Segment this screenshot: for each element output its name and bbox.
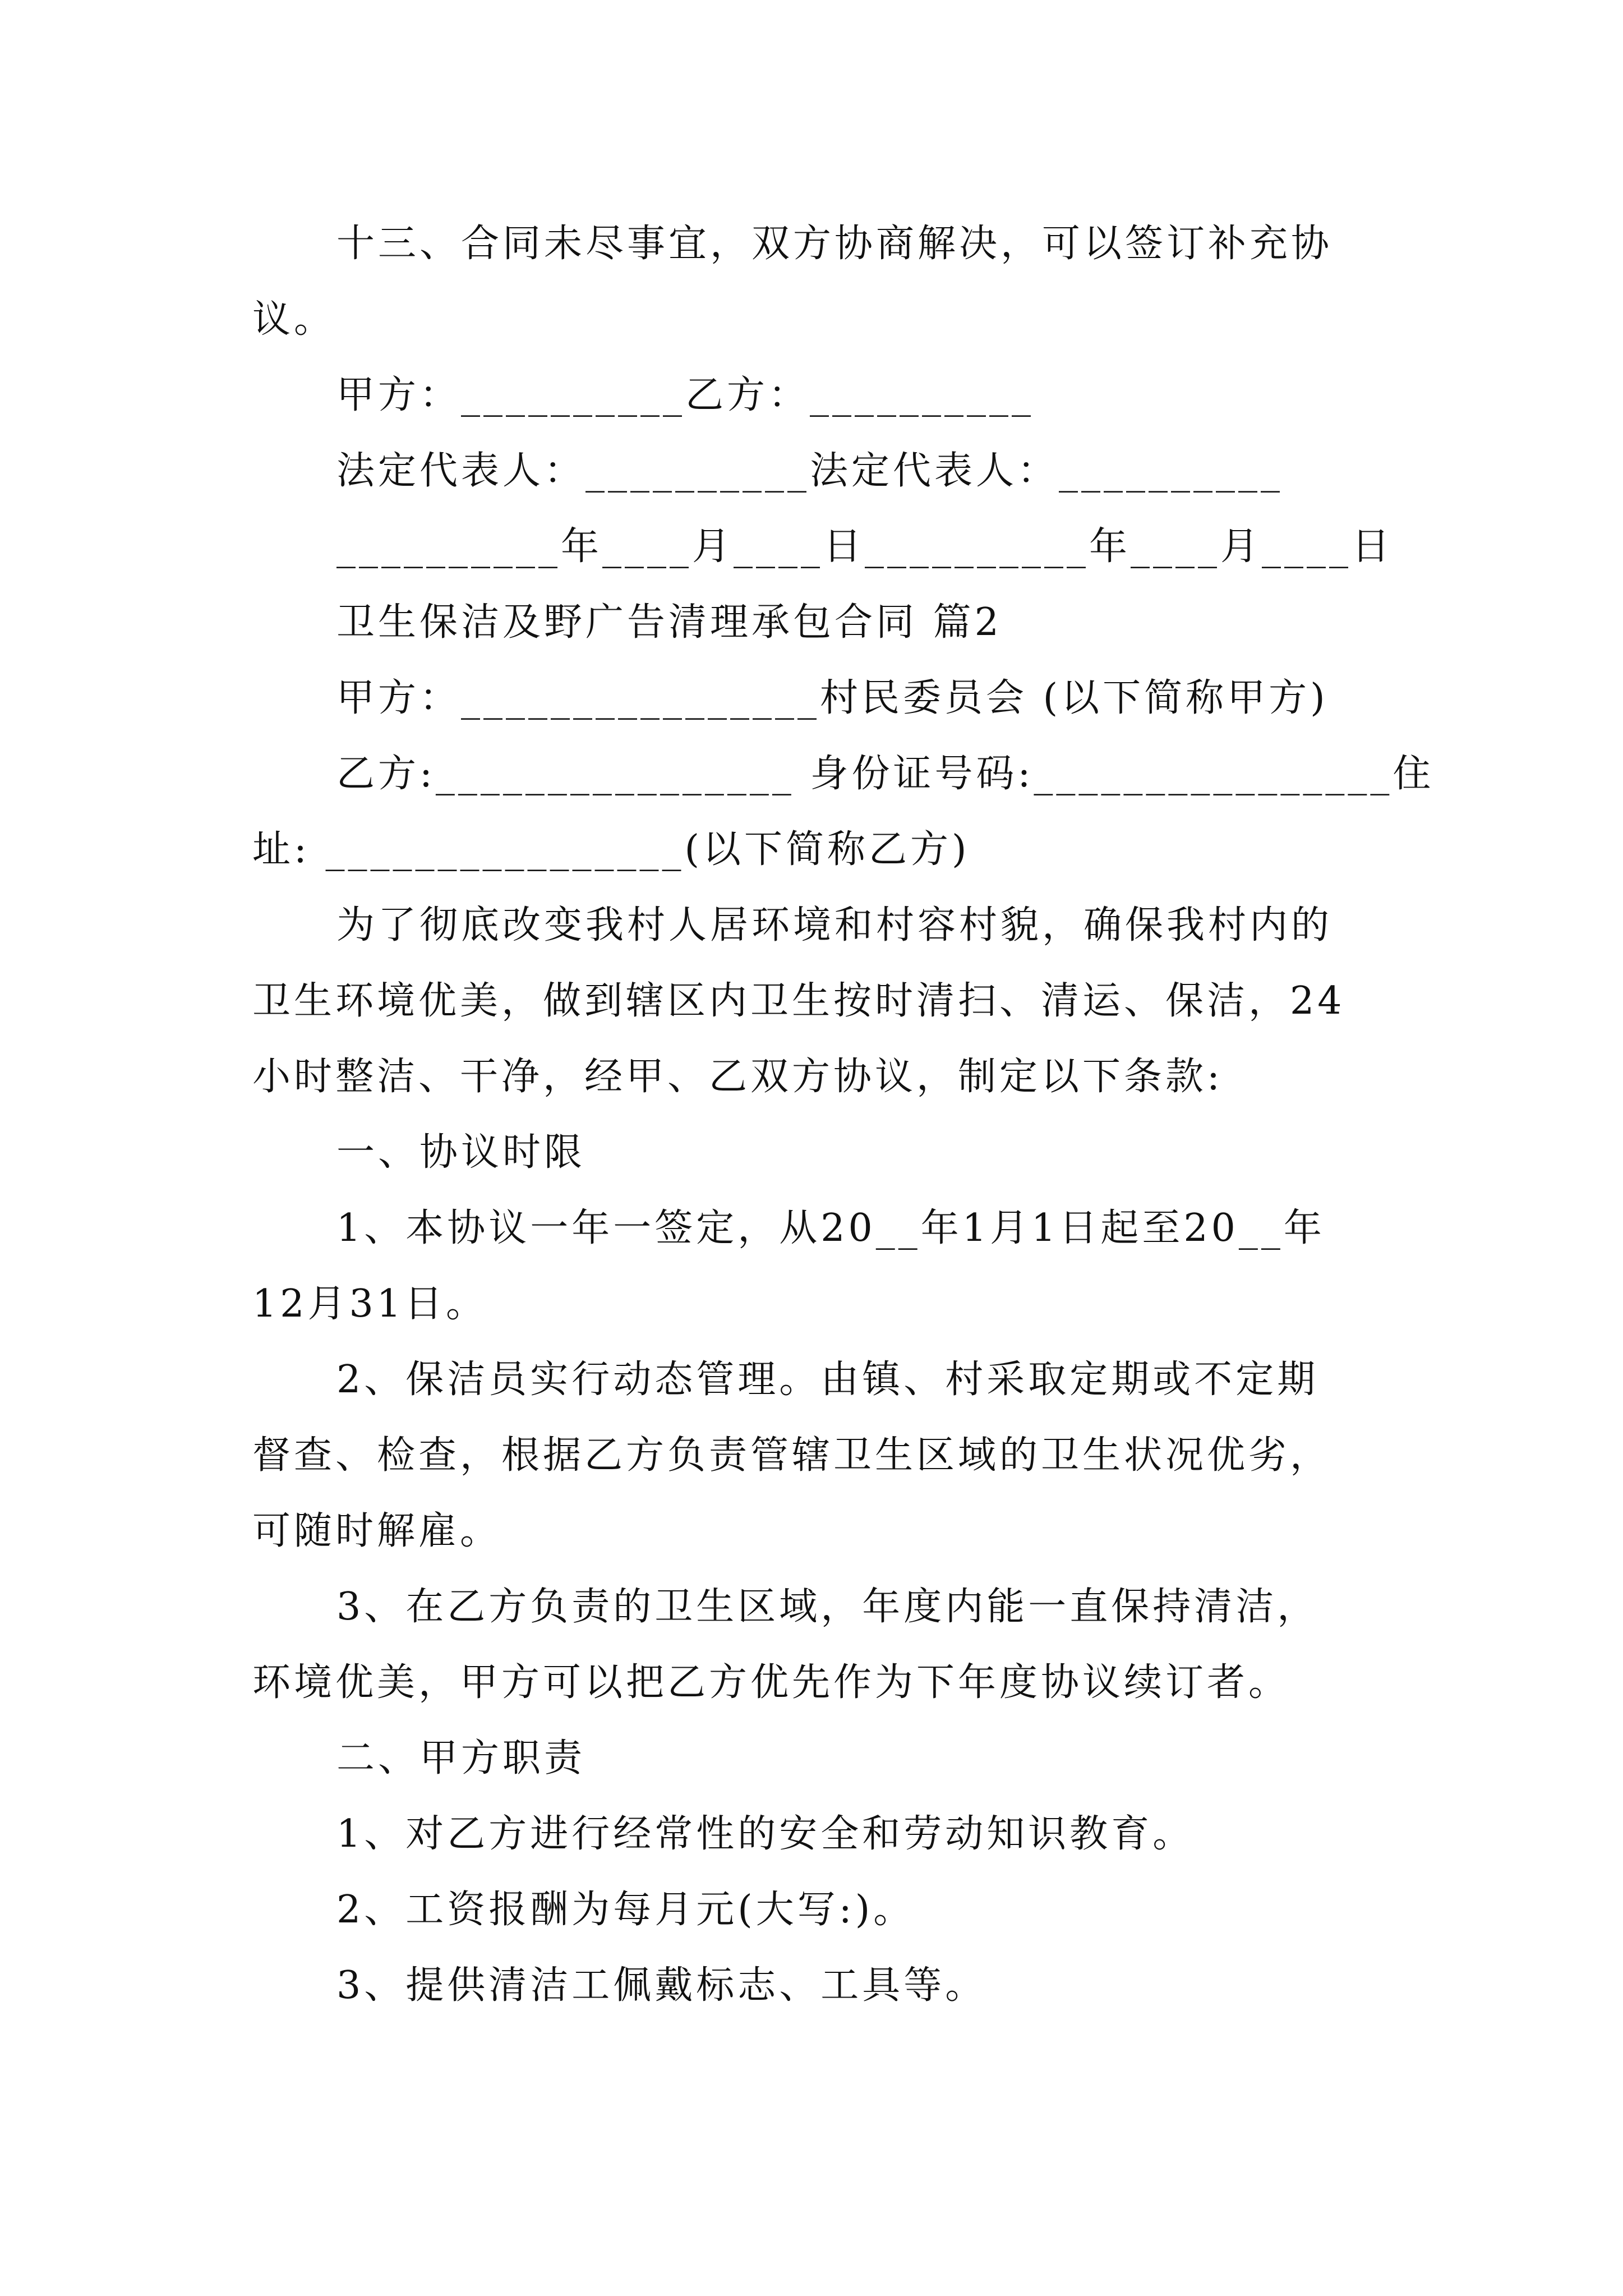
term-item-2-line-3: 可随时解雇。	[252, 1509, 502, 1553]
clause-13-line-1: 十三、合同未尽事宜，双方协商解决，可以签订补充协	[336, 222, 1333, 266]
term-item-1-line-1: 1、本协议一年一签定，从20__年1月1日起至20__年	[336, 1206, 1325, 1250]
term-item-2-line-1: 2、保洁员实行动态管理。由镇、村采取定期或不定期	[336, 1358, 1319, 1402]
preamble-line-2: 卫生环境优美，做到辖区内卫生按时清扫、清运、保洁，24	[252, 979, 1345, 1023]
duty-item-3: 3、提供清洁工佩戴标志、工具等。	[336, 1963, 987, 2008]
term-item-1-line-2: 12月31日。	[252, 1282, 488, 1326]
duty-item-2: 2、工资报酬为每月元(大写:)。	[336, 1888, 915, 1932]
duty-item-1: 1、对乙方进行经常性的安全和劳动知识教育。	[336, 1812, 1195, 1856]
party-b-line: 乙方:________________ 身份证号码:________________住	[336, 752, 1435, 796]
heading-agreement-term: 一、协议时限	[336, 1130, 586, 1175]
signature-date-line: __________年____月____日__________年____月____日	[336, 524, 1394, 569]
heading-party-a-duties: 二、甲方职责	[336, 1736, 586, 1780]
term-item-3-line-1: 3、在乙方负责的卫生区域，年度内能一直保持清洁，	[336, 1585, 1319, 1629]
signature-parties-line: 甲方：__________乙方：__________	[336, 373, 1035, 417]
preamble-line-3: 小时整洁、干净，经甲、乙双方协议，制定以下条款:	[252, 1055, 1223, 1099]
term-item-2-line-2: 督查、检查，根据乙方负责管辖卫生区域的卫生状况优劣，	[252, 1433, 1332, 1478]
preamble-line-1: 为了彻底改变我村人居环境和村容村貌，确保我村内的	[336, 903, 1333, 947]
section-title: 卫生保洁及野广告清理承包合同 篇2	[336, 600, 1002, 645]
signature-representatives-line: 法定代表人：__________法定代表人：__________	[336, 449, 1284, 493]
party-b-address-line: 址: ________________(以下简称乙方)	[252, 827, 970, 872]
party-a-line: 甲方：________________村民委员会 (以下简称甲方)	[336, 676, 1329, 720]
clause-13-line-2: 议。	[252, 297, 336, 342]
term-item-3-line-2: 环境优美，甲方可以把乙方优先作为下年度协议续订者。	[252, 1660, 1290, 1705]
